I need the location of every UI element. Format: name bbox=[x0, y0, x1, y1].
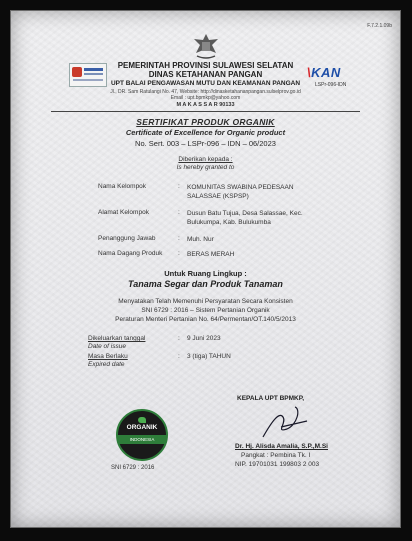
header-address: Jl., DR. Sam Ratulangi No. 47, Website: http://dinasketahananpangan.sulselprov.go.id bbox=[110, 89, 301, 95]
certificate-number: No. Sert. 003 – LSPr-096 – IDN – 06/2023 bbox=[135, 139, 276, 148]
expiry-colon: : bbox=[178, 353, 180, 360]
field-label-address: Alamat Kelompok bbox=[98, 209, 149, 216]
field-colon: : bbox=[178, 209, 180, 216]
issue-value: 9 Juni 2023 bbox=[187, 335, 221, 342]
leaf-icon bbox=[138, 417, 146, 423]
field-label-group: Nama Kelompok bbox=[98, 183, 147, 190]
header-province: PEMERINTAH PROVINSI SULAWESI SELATAN bbox=[117, 61, 294, 70]
field-value-address: Dusun Batu Tujua, Desa Salassae, Kec. Bulukumpa, Kab. Bulukumba bbox=[187, 210, 303, 226]
kan-code: LSPr-096-IDN bbox=[315, 82, 347, 88]
organik-indonesia-logo bbox=[116, 409, 168, 461]
certificate-title-en: Certificate of Excellence for Organic product bbox=[125, 128, 286, 137]
expiry-label-en: Expired date bbox=[88, 361, 125, 368]
expiry-value: 3 (tiga) TAHUN bbox=[187, 353, 231, 360]
expiry-label: Masa Berlaku bbox=[88, 353, 128, 360]
header-upt: UPT BALAI PENGAWASAN MUTU DAN KEAMANAN PANGAN bbox=[110, 80, 301, 87]
organik-logo-bottom: INDONESIA bbox=[118, 435, 166, 444]
field-colon: : bbox=[178, 235, 180, 242]
granted-label: Diberikan kepada : bbox=[178, 156, 233, 163]
field-label-product: Nama Dagang Produk bbox=[98, 250, 163, 257]
organik-caption: SNI 6729 : 2016 bbox=[111, 465, 155, 471]
statement-line1: Menyatakan Telah Memenuhi Persyaratan Secara Konsisten bbox=[118, 298, 293, 305]
header-city: M A K A S S A R 90133 bbox=[176, 102, 235, 108]
certificate-paper bbox=[10, 10, 401, 528]
granted-label-en: Is hereby granted to bbox=[176, 164, 235, 171]
signature-rank: Pangkat : Pembina Tk. I bbox=[241, 452, 311, 459]
statement-line2: SNI 6729 : 2016 – Sistem Pertanian Organik bbox=[141, 307, 270, 314]
signature-role: KEPALA UPT BPMKP, bbox=[237, 395, 305, 402]
issue-label-en: Date of issue bbox=[88, 343, 126, 350]
field-value-product: BERAS MERAH bbox=[187, 251, 235, 258]
certificate-title: SERTIFIKAT PRODUK ORGANIK bbox=[136, 117, 275, 127]
field-colon: : bbox=[178, 183, 180, 190]
signature-scribble-icon bbox=[257, 403, 317, 443]
field-value-group: KOMUNITAS SWABINA PEDESAAN SALASSAE (KSPSP) bbox=[187, 184, 294, 200]
organik-logo-top: ORGANIK bbox=[126, 424, 158, 431]
header-email: Email : upt.bpmkp@yahoo.com bbox=[170, 95, 241, 101]
document-code: F.7.2.1.09b bbox=[367, 23, 392, 29]
kan-logo: \KAN bbox=[307, 65, 341, 80]
signature-name: Dr. Hj. Alisda Amalia, S.P.,M.Si bbox=[235, 443, 328, 450]
issue-label: Dikeluarkan tanggal bbox=[88, 335, 146, 342]
scope-label: Untuk Ruang Lingkup : bbox=[164, 269, 247, 278]
scope-value: Tanama Segar dan Produk Tanaman bbox=[128, 279, 283, 289]
garuda-emblem-icon bbox=[191, 31, 221, 61]
kan-logo-text: KAN bbox=[311, 65, 341, 80]
issue-colon: : bbox=[178, 335, 180, 342]
signature-nip: NIP. 19701031 199803 2 003 bbox=[235, 461, 320, 468]
statement-line3: Peraturan Menteri Pertanian No. 64/Permentan/OT.140/5/2013 bbox=[115, 316, 296, 323]
header-agency: DINAS KETAHANAN PANGAN bbox=[148, 70, 263, 79]
field-value-responsible: Muh. Nur bbox=[187, 236, 214, 243]
field-label-responsible: Penanggung Jawab bbox=[98, 235, 156, 242]
field-colon: : bbox=[178, 250, 180, 257]
header-rule bbox=[51, 111, 360, 112]
